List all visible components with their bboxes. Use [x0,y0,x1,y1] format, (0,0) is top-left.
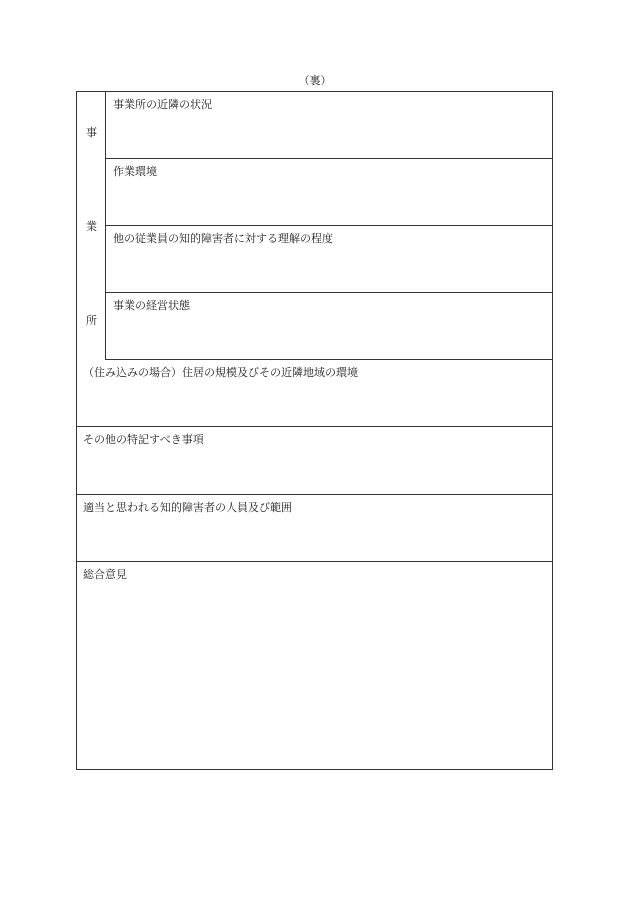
business-section-char-1: 事 [86,126,97,139]
business-neighborhood-label: 事業所の近隣の状況 [113,98,212,111]
coworker-understanding-cell[interactable] [106,226,552,293]
business-management-label: 事業の経営状態 [113,299,190,312]
work-environment-label: 作業環境 [113,165,157,178]
page-heading: （裏） [298,74,332,87]
business-neighborhood-cell[interactable] [106,92,552,159]
overall-opinion-label: 総合意見 [83,568,127,581]
work-environment-cell[interactable] [106,159,552,226]
other-notes-label: その他の特記すべき事項 [83,433,204,446]
suitable-personnel-label: 適当と思われる知的障害者の人員及び範囲 [83,501,292,514]
suitable-personnel-cell[interactable] [77,495,552,562]
coworker-understanding-label: 他の従業員の知的障害者に対する理解の程度 [113,232,333,245]
residence-environment-label: （住み込みの場合）住居の規模及びその近隣地域の環境 [83,366,358,379]
other-notes-cell[interactable] [77,427,552,495]
overall-opinion-cell[interactable] [77,562,552,769]
assessment-form-table [76,91,553,770]
business-management-cell[interactable] [106,293,552,360]
residence-environment-cell[interactable] [77,360,552,427]
business-section-label-column [77,92,106,360]
business-section-char-2: 業 [86,220,97,233]
business-section-char-3: 所 [86,314,97,327]
